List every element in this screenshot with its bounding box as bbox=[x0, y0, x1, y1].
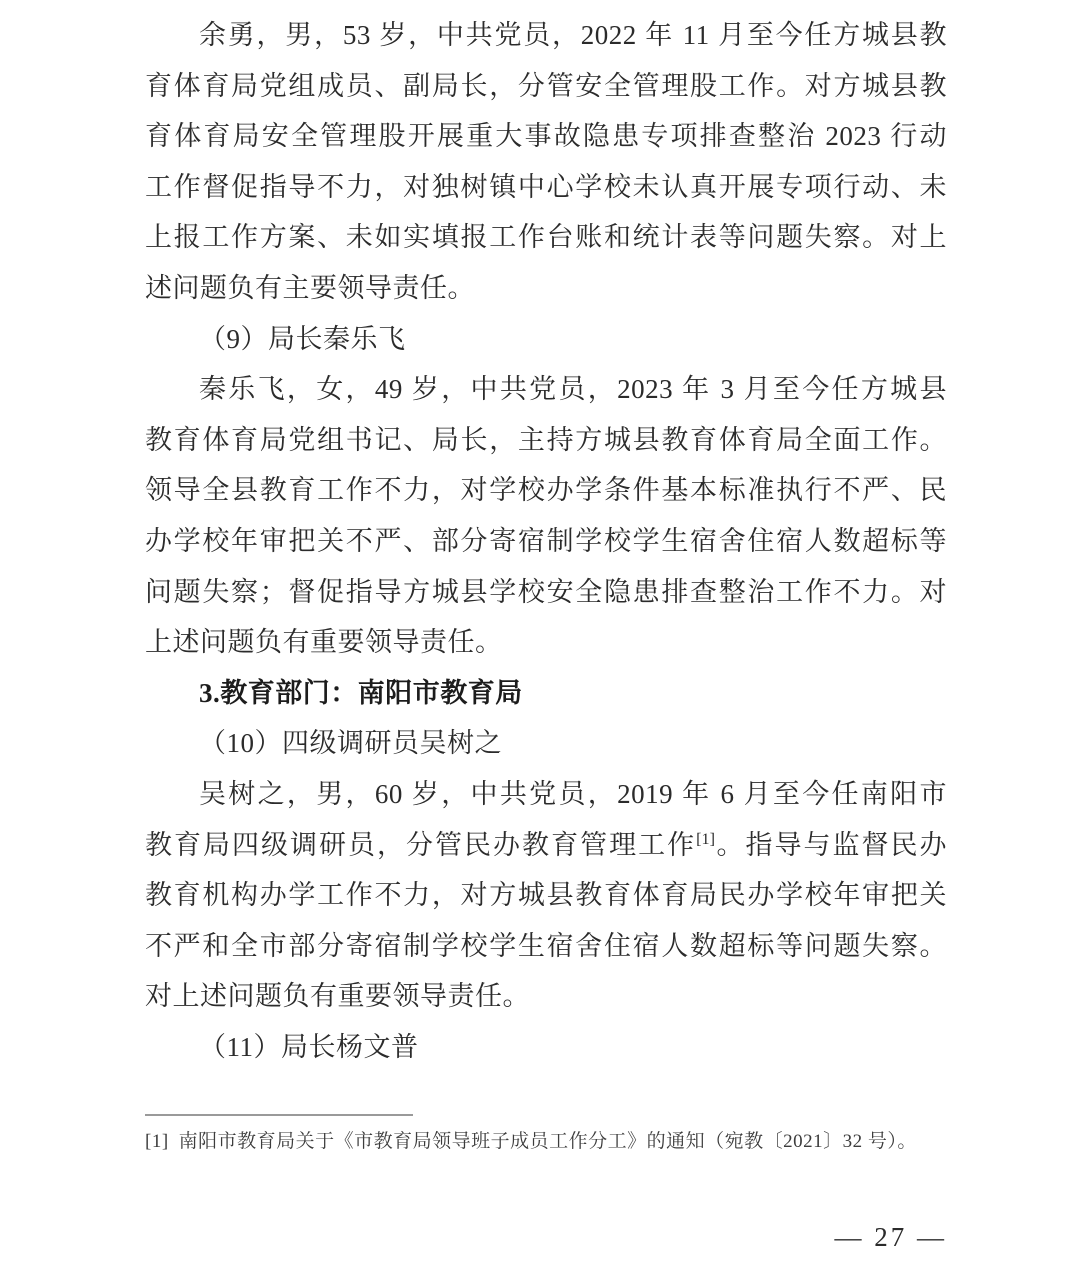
document-body bbox=[145, 10, 947, 1072]
item-heading-9: （9）局长秦乐飞 bbox=[199, 323, 406, 354]
body-line-with-footnote-ref bbox=[145, 820, 947, 871]
body-line: 余勇，男，53 岁，中共党员，2022 年 11 月至今任方城县教 bbox=[199, 20, 947, 50]
footnote-separator bbox=[145, 1114, 413, 1116]
footnote bbox=[145, 1114, 947, 1155]
item-heading-10: （10）四级调研员吴树之 bbox=[199, 728, 502, 759]
item-heading-11: （11）局长杨文普 bbox=[199, 1031, 419, 1062]
section-heading-education-dept: 3.教育部门：南阳市教育局 bbox=[199, 677, 523, 708]
footnote-text: 南阳市教育局关于《市教育局领导班子成员工作分工》的通知（宛教〔2021〕32 号）。 bbox=[178, 1131, 917, 1152]
body-line: 吴树之，男，60 岁，中共党员，2019 年 6 月至今任南阳市 bbox=[199, 778, 947, 809]
body-line: 领导全县教育工作不力，对学校办学条件基本标准执行不严、民 bbox=[145, 475, 947, 506]
body-text-segment: 教育局四级调研员，分管民办教育管理工作 bbox=[145, 829, 697, 860]
body-line: 对上述问题负有重要领导责任。 bbox=[145, 981, 530, 1012]
body-line: 教育体育局党组书记、局长，主持方城县教育体育局全面工作。 bbox=[145, 424, 947, 455]
body-line: 上述问题负有重要领导责任。 bbox=[145, 627, 503, 658]
body-line: 不严和全市部分寄宿制学校学生宿舍住宿人数超标等问题失察。 bbox=[145, 930, 947, 961]
body-line: 上报工作方案、未如实填报工作台账和统计表等问题失察。对上 bbox=[145, 222, 947, 253]
footnote-marker: [1] bbox=[145, 1131, 169, 1152]
body-line: 秦乐飞，女，49 岁，中共党员，2023 年 3 月至今任方城县 bbox=[199, 374, 947, 405]
body-line: 办学校年审把关不严、部分寄宿制学校学生宿舍住宿人数超标等 bbox=[145, 525, 947, 556]
body-line: 述问题负有主要领导责任。 bbox=[145, 272, 475, 303]
body-line: 育体育局党组成员、副局长，分管安全管理股工作。对方城县教 bbox=[145, 70, 947, 101]
body-text-segment: 。指导与监督民办 bbox=[714, 829, 948, 860]
body-line: 问题失察；督促指导方城县学校安全隐患排查整治工作不力。对 bbox=[145, 576, 947, 607]
footnote-line bbox=[145, 1128, 947, 1155]
body-line: 教育机构办学工作不力，对方城县教育体育局民办学校年审把关 bbox=[145, 880, 947, 911]
body-line: 工作督促指导不力，对独树镇中心学校未认真开展专项行动、未 bbox=[145, 171, 947, 202]
body-line: 育体育局安全管理股开展重大事故隐患专项排查整治 2023 行动 bbox=[145, 121, 947, 152]
page-number: — 27 — bbox=[834, 1222, 947, 1252]
footnote-ref-sup: [1] bbox=[696, 829, 715, 848]
